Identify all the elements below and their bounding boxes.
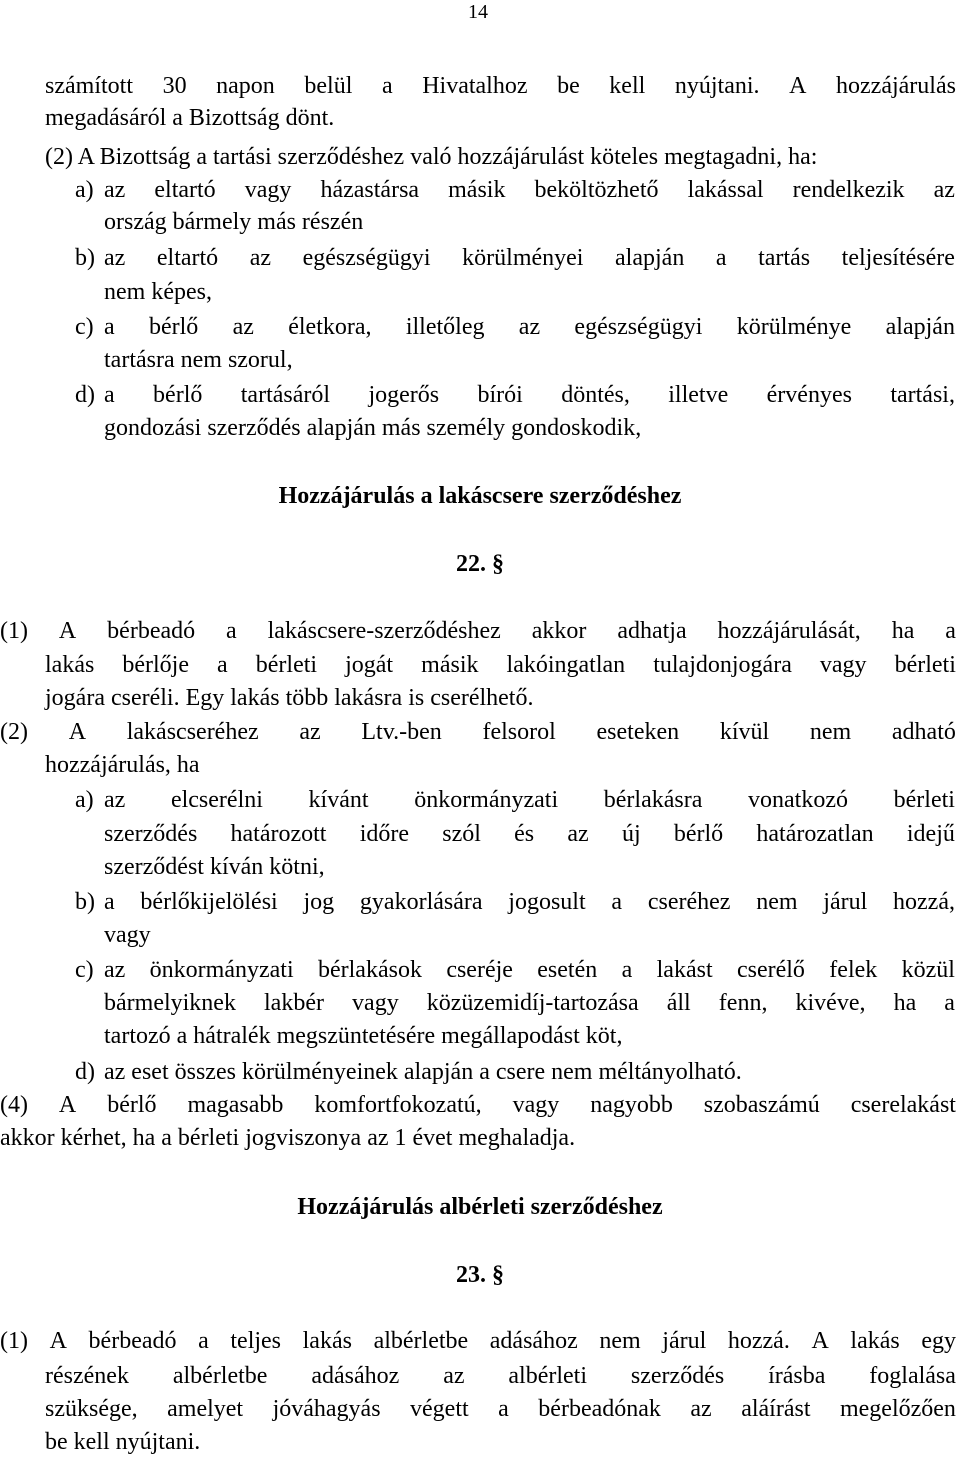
word: a xyxy=(381,73,393,99)
word: Ltv.-ben xyxy=(361,719,442,745)
word: tulajdonjogára xyxy=(653,652,792,678)
word: hozzájárulását, xyxy=(717,618,861,644)
section-23-title: Hozzájárulás albérleti szerződéshez xyxy=(297,1194,663,1220)
word: bérlő xyxy=(673,821,724,847)
list-item-line: nem képes, xyxy=(104,279,212,305)
list-item-line: vagy xyxy=(104,922,151,948)
word: gyakorlására xyxy=(359,889,483,915)
word: az xyxy=(104,787,126,813)
list-item-line xyxy=(104,243,955,273)
word: végett xyxy=(410,1396,469,1422)
word: kívánt xyxy=(308,787,369,813)
word: lakást xyxy=(656,957,713,983)
word: vagy xyxy=(819,652,867,678)
word: bérlő xyxy=(153,382,203,408)
word: időre xyxy=(359,821,410,847)
word: döntés, xyxy=(561,382,630,408)
word: másik xyxy=(448,177,506,203)
word: és xyxy=(514,821,535,847)
word: bérlakásra xyxy=(603,787,703,813)
word: lakbér xyxy=(264,990,324,1016)
word: nem xyxy=(809,719,852,745)
word: bérlakások xyxy=(317,957,422,983)
word: lakás xyxy=(302,1328,352,1354)
word: fenn, xyxy=(718,990,768,1016)
word: szól xyxy=(442,821,481,847)
word: a xyxy=(945,618,956,644)
word: szüksége, xyxy=(45,1396,138,1422)
word: (2) xyxy=(0,719,28,745)
list-label: a) xyxy=(75,787,94,813)
word: szobaszámú xyxy=(703,1092,820,1118)
word: az xyxy=(567,821,589,847)
text-line xyxy=(0,1326,956,1356)
word: kívül xyxy=(719,719,770,745)
word: egészségügyi xyxy=(302,245,431,271)
word: számított xyxy=(45,73,133,99)
text-line xyxy=(0,1090,956,1120)
word: az xyxy=(690,1396,712,1422)
word: eltartó xyxy=(156,245,219,271)
word: a xyxy=(226,618,237,644)
word: illetőleg xyxy=(405,314,485,340)
list-item-line: szerződést kíván kötni, xyxy=(104,854,325,880)
word: tartásáról xyxy=(240,382,331,408)
word: megelőzően xyxy=(839,1396,956,1422)
word: cserelakást xyxy=(850,1092,956,1118)
word: albérletbe xyxy=(373,1328,469,1354)
word: nem xyxy=(599,1328,641,1354)
word: szerződés xyxy=(104,821,198,847)
word: (4) xyxy=(0,1092,28,1118)
text-line: be kell nyújtani. xyxy=(45,1429,201,1455)
word: az xyxy=(232,314,254,340)
word: önkormányzati xyxy=(414,787,559,813)
word: adhatja xyxy=(617,618,687,644)
word: másik xyxy=(421,652,479,678)
list-item-line xyxy=(104,988,955,1018)
list-label: c) xyxy=(75,957,94,983)
text-line xyxy=(45,650,956,680)
word: cseréhez xyxy=(647,889,731,915)
word: a xyxy=(944,990,955,1016)
word: járul xyxy=(662,1328,707,1354)
word: A xyxy=(58,1092,77,1118)
word: adásához xyxy=(489,1328,578,1354)
word: a xyxy=(198,1328,209,1354)
word: A xyxy=(811,1328,829,1354)
text-line: akkor kérhet, ha a bérleti jogviszonya az 1 évet meghaladja. xyxy=(0,1125,576,1151)
word: hozzá. xyxy=(727,1328,790,1354)
word: az xyxy=(933,177,955,203)
word: egy xyxy=(921,1328,956,1354)
word: jóváhagyás xyxy=(272,1396,381,1422)
word: (1) xyxy=(0,618,28,644)
word: határozatlan xyxy=(756,821,874,847)
word: közüzemidíj-tartozása xyxy=(426,990,639,1016)
word: ha xyxy=(893,990,917,1016)
word: A xyxy=(49,1328,67,1354)
list-item-line xyxy=(104,887,955,917)
section-23-number: 23. § xyxy=(456,1262,504,1288)
word: (1) xyxy=(0,1328,28,1354)
list-item-line xyxy=(104,175,955,205)
word: körülménye xyxy=(736,314,852,340)
word: önkormányzati xyxy=(149,957,294,983)
word: lakás xyxy=(45,652,95,678)
list-item-line xyxy=(104,819,955,849)
word: új xyxy=(621,821,641,847)
word: az xyxy=(104,177,126,203)
word: foglalása xyxy=(869,1363,956,1389)
word: érvényes xyxy=(766,382,852,408)
word: jog xyxy=(303,889,335,915)
list-item-line: tartozó a hátralék megszüntetésére megállapodást köt, xyxy=(104,1023,623,1049)
list-item-line xyxy=(104,312,955,342)
word: teljes xyxy=(230,1328,282,1354)
text-line xyxy=(45,71,956,101)
word: bérbeadó xyxy=(88,1328,177,1354)
word: teljesítésére xyxy=(841,245,955,271)
word: felek xyxy=(829,957,878,983)
word: bérbeadónak xyxy=(538,1396,661,1422)
word: be xyxy=(557,73,580,99)
word: áll xyxy=(666,990,691,1016)
word: napon xyxy=(216,73,275,99)
word: lakáscseréhez xyxy=(126,719,259,745)
word: cserélő xyxy=(736,957,805,983)
word: az xyxy=(443,1363,465,1389)
word: járul xyxy=(823,889,868,915)
word: cseréje xyxy=(446,957,513,983)
word: a xyxy=(498,1396,509,1422)
word: komfortfokozatú, xyxy=(314,1092,482,1118)
text-line: jogára cseréli. Egy lakás több lakásra is cserélhető. xyxy=(45,685,534,711)
list-label: d) xyxy=(75,1059,95,1085)
word: bérlő xyxy=(148,314,199,340)
text-line xyxy=(45,1394,956,1424)
word: esetén xyxy=(537,957,598,983)
text-line xyxy=(45,1361,956,1391)
word: bérbeadó xyxy=(107,618,196,644)
word: az xyxy=(518,314,541,340)
word: életkora, xyxy=(288,314,372,340)
word: a xyxy=(611,889,623,915)
word: A xyxy=(68,719,87,745)
word: belül xyxy=(304,73,353,99)
word: magasabb xyxy=(187,1092,284,1118)
text-line xyxy=(0,717,956,747)
word: egészségügyi xyxy=(574,314,703,340)
word: bérlő xyxy=(107,1092,157,1118)
word: alapján xyxy=(885,314,955,340)
word: elcserélni xyxy=(170,787,263,813)
section-22-number: 22. § xyxy=(456,551,504,577)
word: közül xyxy=(901,957,955,983)
word: vagy xyxy=(352,990,399,1016)
word: aláírást xyxy=(741,1396,811,1422)
word: házastársa xyxy=(320,177,420,203)
word: adható xyxy=(891,719,956,745)
list-item-line: gondozási szerződés alapján más személy gondoskodik, xyxy=(104,415,642,441)
text-line: megadásáról a Bizottság dönt. xyxy=(45,105,335,131)
word: körülményei xyxy=(462,245,584,271)
list-item-line xyxy=(104,785,955,815)
list-item-line xyxy=(104,380,955,410)
word: beköltözhető xyxy=(534,177,659,203)
word: a xyxy=(217,652,228,678)
word: az xyxy=(249,245,272,271)
word: akkor xyxy=(531,618,587,644)
word: jogosult xyxy=(508,889,586,915)
word: bármelyiknek xyxy=(104,990,236,1016)
word: alapján xyxy=(615,245,685,271)
word: a xyxy=(104,314,115,340)
list-label: b) xyxy=(75,889,95,915)
word: eltartó xyxy=(154,177,216,203)
word: albérletbe xyxy=(172,1363,268,1389)
text-line: hozzájárulás, ha xyxy=(45,752,200,778)
word: nyújtani. xyxy=(674,73,760,99)
word: a xyxy=(621,957,633,983)
word: vonatkozó xyxy=(748,787,849,813)
word: hozzájárulás xyxy=(836,73,956,99)
word: részének xyxy=(45,1363,129,1389)
word: ha xyxy=(891,618,915,644)
word: szerződés xyxy=(630,1363,725,1389)
word: A xyxy=(58,618,77,644)
word: Hivatalhoz xyxy=(422,73,528,99)
word: bírói xyxy=(477,382,523,408)
section-22-title: Hozzájárulás a lakáscsere szerződéshez xyxy=(278,483,682,509)
word: írásba xyxy=(768,1363,826,1389)
word: jogát xyxy=(345,652,394,678)
word: lakáscsere-szerződéshez xyxy=(267,618,501,644)
list-item-line: tartásra nem szorul, xyxy=(104,347,293,373)
word: rendelkezik xyxy=(792,177,905,203)
word: albérleti xyxy=(508,1363,588,1389)
word: vagy xyxy=(512,1092,560,1118)
word: az xyxy=(104,957,126,983)
word: bérlője xyxy=(122,652,189,678)
list-item-line: az eset összes körülményeinek alapján a csere nem méltányolható. xyxy=(104,1059,742,1085)
word: hozzá, xyxy=(893,889,955,915)
word: 30 xyxy=(162,73,187,99)
word: bérleti xyxy=(255,652,318,678)
word: kell xyxy=(609,73,646,99)
word: lakással xyxy=(687,177,764,203)
word: tartási, xyxy=(890,382,955,408)
word: illetve xyxy=(668,382,729,408)
word: lakóingatlan xyxy=(506,652,626,678)
word: kivéve, xyxy=(795,990,866,1016)
word: amelyet xyxy=(167,1396,244,1422)
word: a xyxy=(715,245,727,271)
word: vagy xyxy=(244,177,292,203)
paragraph-2-intro: (2) A Bizottság a tartási szerződéshez való hozzájárulást köteles megtagadni, ha: xyxy=(45,144,818,170)
list-label: b) xyxy=(75,245,95,271)
text-line xyxy=(0,616,956,646)
word: a xyxy=(104,382,115,408)
list-label: a) xyxy=(75,177,94,203)
list-item-line xyxy=(104,955,955,985)
page-number: 14 xyxy=(468,1,488,23)
word: nem xyxy=(756,889,798,915)
list-item-line: ország bármely más részén xyxy=(104,209,364,235)
word: bérleti xyxy=(894,652,956,678)
word: nagyobb xyxy=(590,1092,673,1118)
word: az xyxy=(299,719,321,745)
word: bérlőkijelölési xyxy=(140,889,278,915)
word: bérleti xyxy=(893,787,955,813)
word: határozott xyxy=(230,821,327,847)
word: eseteken xyxy=(596,719,680,745)
word: jogerős xyxy=(368,382,440,408)
list-label: d) xyxy=(75,382,95,408)
word: felsorol xyxy=(482,719,556,745)
word: lakás xyxy=(850,1328,900,1354)
word: A xyxy=(789,73,807,99)
word: a xyxy=(104,889,115,915)
word: adásához xyxy=(311,1363,400,1389)
word: idejű xyxy=(906,821,955,847)
word: az xyxy=(104,245,126,271)
word: tartás xyxy=(758,245,811,271)
list-label: c) xyxy=(75,314,94,340)
